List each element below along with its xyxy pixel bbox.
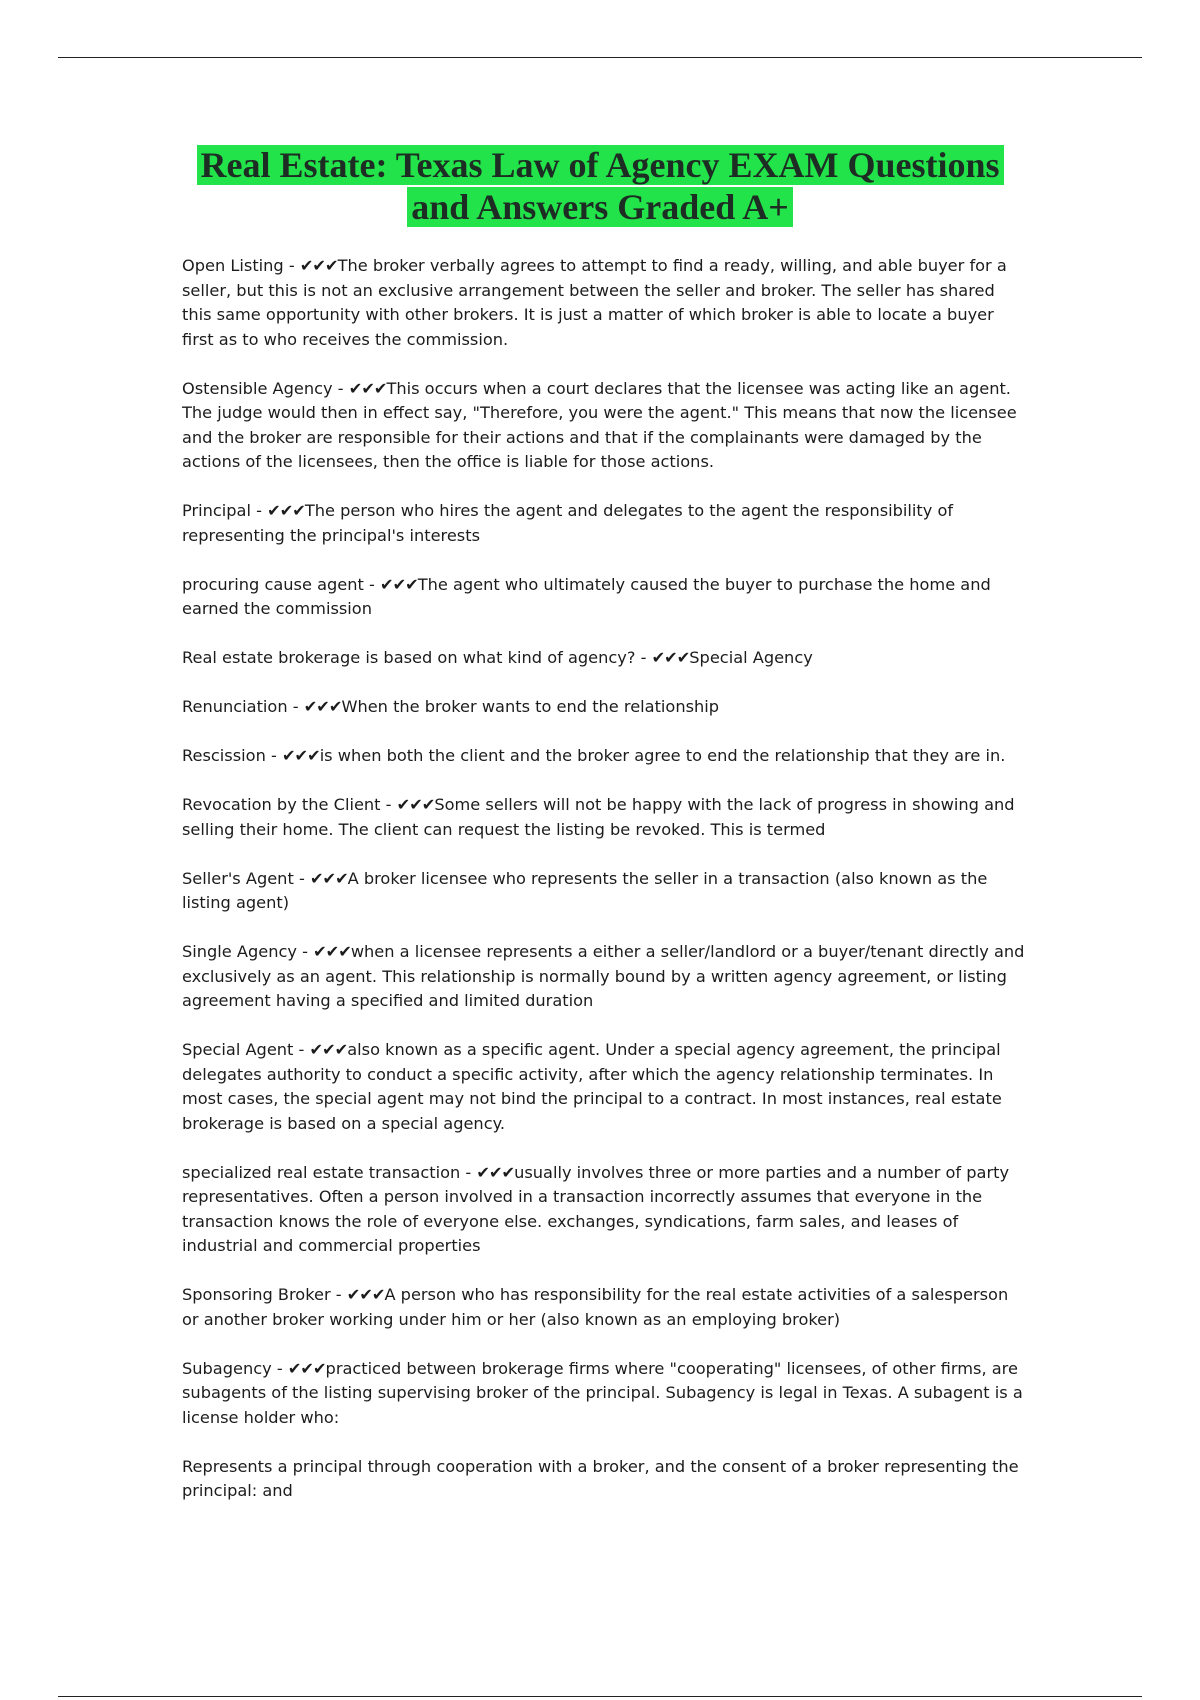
checkmark-icon: ✔✔✔ — [380, 574, 418, 594]
entry-definition: A broker licensee who represents the seller in a transaction (also known as the listing agent) — [182, 868, 988, 912]
entry-separator: - — [330, 1285, 347, 1304]
trailing-paragraph: Represents a principal through cooperation with a broker, and the consent of a broker representing the principal: and — [182, 1456, 1019, 1500]
flashcard-entry — [182, 646, 1027, 671]
flashcard-entry — [182, 499, 1027, 548]
entry-separator: - — [271, 1358, 288, 1378]
checkmark-icon: ✔✔✔ — [281, 746, 320, 765]
entry-term: procuring cause agent — [182, 574, 364, 594]
flashcard-entry — [182, 867, 1027, 916]
checkmark-icon: ✔✔✔ — [299, 256, 338, 275]
entry-term: Ostensible Agency — [182, 378, 333, 398]
entry-separator: - — [287, 697, 304, 716]
document-title — [150, 144, 1050, 228]
entry-separator: - — [380, 795, 397, 814]
entry-term: Sponsoring Broker — [182, 1285, 331, 1304]
entry-definition: practiced between brokerage firms where "cooperating" licensees, of other firms, are subagents of the listing supervising broker of the principal. Subagency is legal in Texas. A subagent is a license holder who: — [182, 1358, 1023, 1427]
entry-definition: is when both the client and the broker agree to end the relationship that they are in. — [319, 746, 1006, 765]
checkmark-icon: ✔✔✔ — [287, 1358, 326, 1378]
entry-term: Rescission — [182, 746, 266, 765]
checkmark-icon: ✔✔✔ — [309, 1040, 348, 1059]
header-rule — [58, 57, 1142, 58]
entry-separator: - — [250, 501, 268, 520]
flashcard-entry — [182, 744, 1027, 769]
title-line-2: and Answers Graded A+ — [407, 187, 793, 227]
entry-definition: Some sellers will not be happy with the lack of progress in showing and selling their home. The client can request the listing be revoked. This is termed — [182, 795, 1015, 839]
entry-separator: - — [332, 378, 349, 398]
flashcard-entry — [182, 940, 1027, 1014]
title-line-1: Real Estate: Texas Law of Agency EXAM Questions — [197, 145, 1004, 185]
entry-definition: when a licensee represents a either a seller/landlord or a buyer/tenant directly and exclusively as an agent. This relationship is normally bound by a written agency agreement, or listing agreement having a specified and limited duration — [182, 942, 1025, 1010]
entry-definition: usually involves three or more parties and a number of party representatives. Often a person involved in a transaction incorrectly assumes that everyone in the transaction knows the role of everyone else. exchanges, syndications, farm sales, and leases of industrial and commercial properties — [182, 1162, 1010, 1255]
flashcard-entry — [182, 1038, 1027, 1136]
checkmark-icon: ✔✔✔ — [309, 868, 348, 888]
entry-separator: - — [635, 648, 652, 667]
entry-term: Subagency — [182, 1358, 272, 1378]
entry-term: Open Listing — [182, 256, 284, 275]
checkmark-icon: ✔✔✔ — [313, 942, 351, 961]
entry-term: Seller's Agent — [182, 868, 294, 888]
checkmark-icon: ✔✔✔ — [476, 1162, 515, 1182]
flashcard-entry — [182, 377, 1027, 475]
entry-separator: - — [265, 746, 282, 765]
entry-separator: - — [363, 574, 380, 594]
entry-list — [182, 254, 1027, 1430]
entry-definition: The broker verbally agrees to attempt to find a ready, willing, and able buyer for a seller, but this is not an exclusive arrangement between the seller and broker. The seller has shared this same opportunity with other brokers. It is just a matter of which broker is able to locate a buyer first as to who receives the commission. — [182, 256, 1007, 349]
entry-separator: - — [283, 256, 300, 275]
flashcard-entry — [182, 1357, 1027, 1431]
entry-term: specialized real estate transaction — [182, 1162, 461, 1182]
checkmark-icon: ✔✔✔ — [651, 648, 690, 667]
entry-separator: - — [293, 868, 310, 888]
entry-term: Principal — [182, 501, 251, 520]
flashcard-entry — [182, 1161, 1027, 1259]
flashcard-entry — [182, 254, 1027, 352]
entry-definition: This occurs when a court declares that the licensee was acting like an agent. The judge would then in effect say, "Therefore, you were the agent." This means that now the licensee and the broker are responsible for their actions and that if the complainants were damaged by the actions of the licensees, then the office is liable for those actions. — [182, 378, 1017, 471]
entry-separator: - — [460, 1162, 477, 1182]
flashcard-entry — [182, 573, 1027, 622]
document-body — [182, 254, 1027, 1528]
flashcard-entry — [182, 695, 1027, 720]
entry-term: Real estate brokerage is based on what kind of agency? — [182, 648, 636, 667]
entry-term: Revocation by the Client — [182, 795, 381, 814]
entry-definition: A person who has responsibility for the real estate activities of a salesperson or another broker working under him or her (also known as an employing broker) — [182, 1285, 1009, 1329]
checkmark-icon: ✔✔✔ — [267, 501, 305, 520]
entry-definition: Special Agency — [689, 648, 813, 667]
footer-rule — [58, 1696, 1142, 1697]
checkmark-icon: ✔✔✔ — [303, 697, 342, 716]
flashcard-entry — [182, 793, 1027, 842]
entry-definition: The agent who ultimately caused the buyer to purchase the home and earned the commission — [182, 574, 991, 618]
entry-separator: - — [296, 942, 314, 961]
flashcard-entry — [182, 1283, 1027, 1332]
entry-term: Renunciation — [182, 697, 288, 716]
entry-definition: When the broker wants to end the relationship — [341, 697, 720, 716]
checkmark-icon: ✔✔✔ — [396, 795, 435, 814]
entry-term: Single Agency — [182, 942, 297, 961]
entry-separator: - — [293, 1040, 310, 1059]
entry-term: Special Agent — [182, 1040, 294, 1059]
checkmark-icon: ✔✔✔ — [346, 1285, 385, 1304]
entry-definition: also known as a specific agent. Under a special agency agreement, the principal delegates authority to conduct a specific activity, after which the agency relationship terminates. In most cases, the special agent may not bind the principal to a contract. In most instances, real estate brokerage is based on a special agency. — [182, 1040, 1002, 1133]
checkmark-icon: ✔✔✔ — [348, 378, 387, 398]
entry-definition: The person who hires the agent and delegates to the agent the responsibility of representing the principal's interests — [182, 501, 954, 545]
